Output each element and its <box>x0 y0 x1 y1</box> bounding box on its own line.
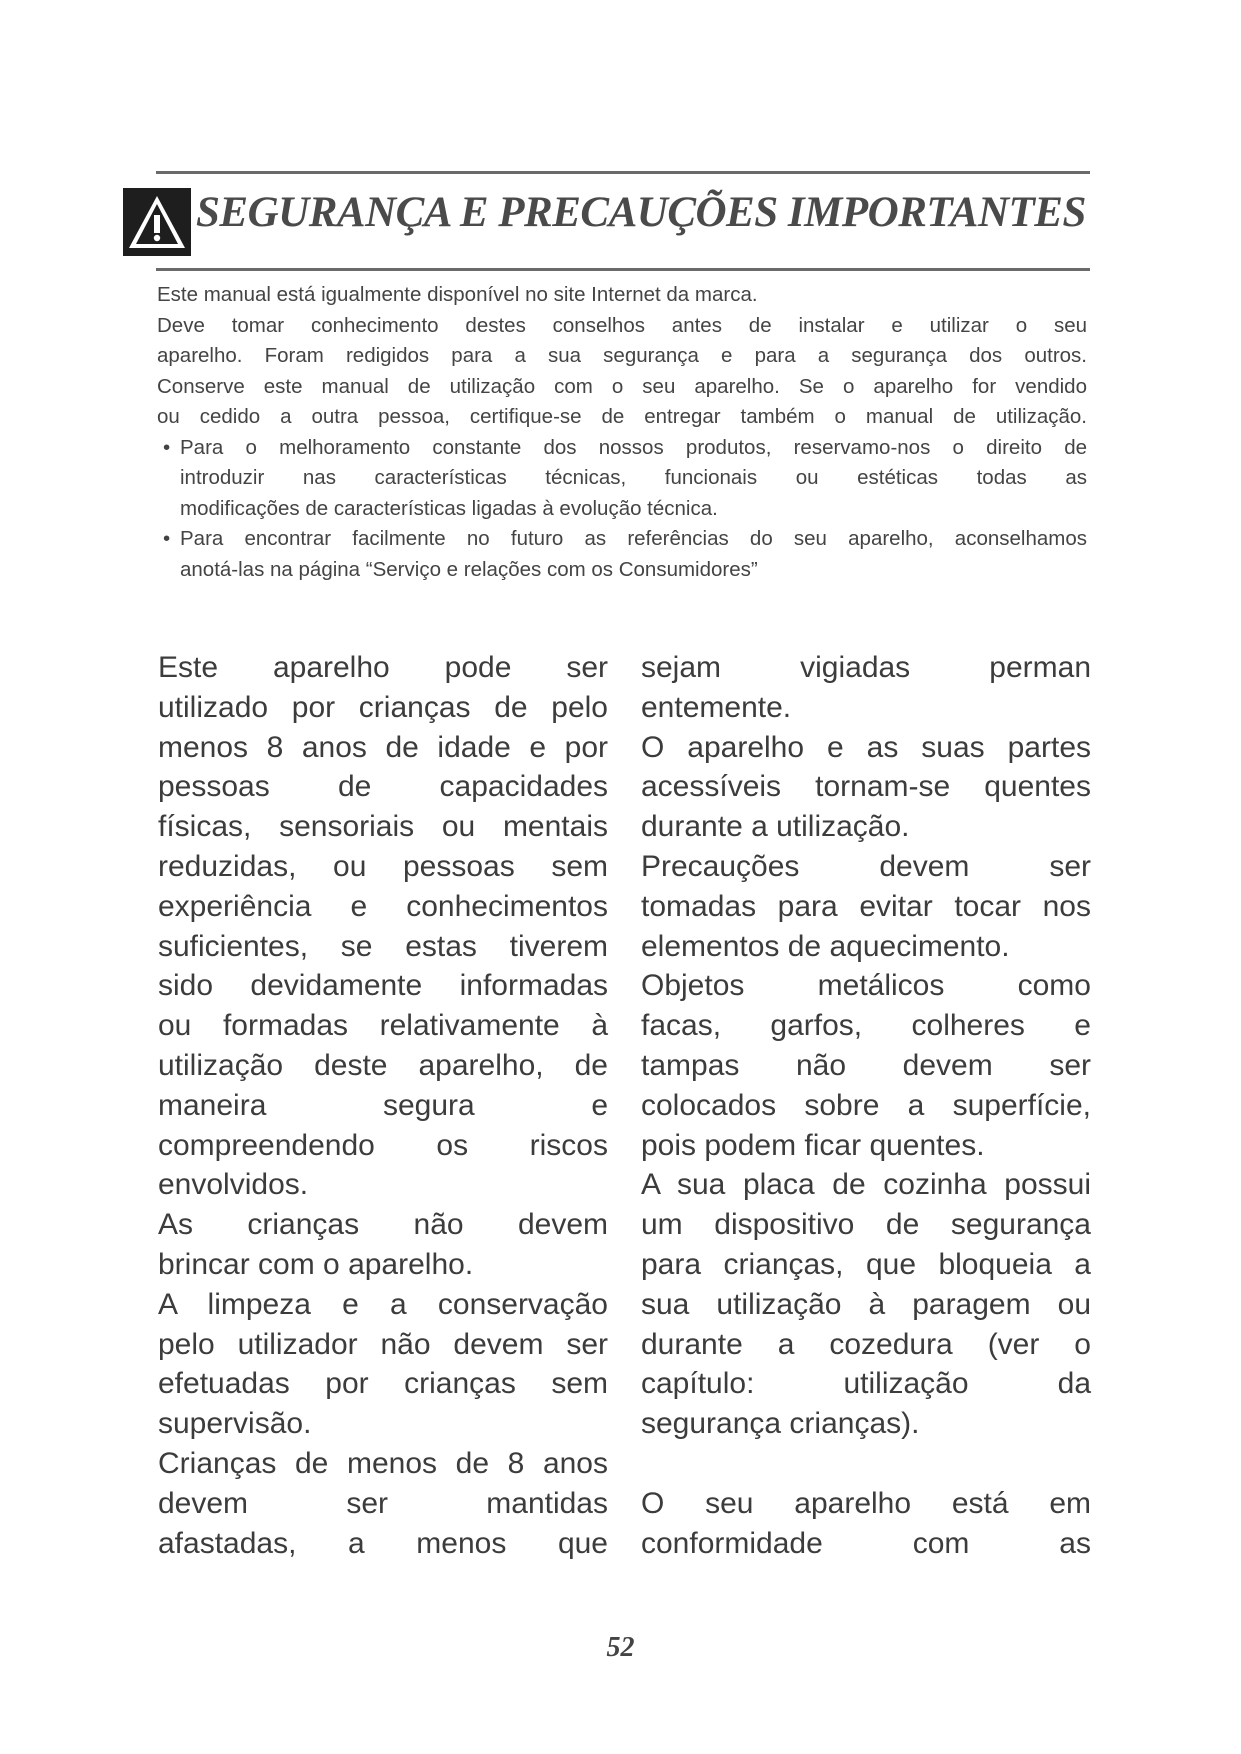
text-line: pessoas de capacidades <box>158 770 608 804</box>
text-line: Precauções devem ser <box>641 849 1091 883</box>
text-line: efetuadas por crianças sem <box>158 1367 608 1401</box>
text-line: entemente. <box>641 690 792 724</box>
top-rule <box>156 171 1090 174</box>
left-column-text <box>158 648 608 1563</box>
text-line: suficientes, se estas tiverem <box>158 929 608 963</box>
text-line: físicas, sensoriais ou mentais <box>158 810 608 844</box>
text-line: sua utilização à paragem ou <box>641 1287 1091 1321</box>
text-line: maneira segura e <box>158 1088 608 1122</box>
text-line: Para encontrar facilmente no futuro as referências do seu aparelho, aconselhamos <box>180 527 1087 550</box>
text-line: brincar com o aparelho. <box>158 1247 474 1281</box>
text-line: conformidade com as <box>641 1526 1091 1560</box>
bullet-item <box>157 524 1087 585</box>
text-line: reduzidas, ou pessoas sem <box>158 849 608 883</box>
text-line: elementos de aquecimento. <box>641 929 1010 963</box>
text-line: pelo utilizador não devem ser <box>158 1327 608 1361</box>
text-line: capítulo: utilização da <box>641 1367 1091 1401</box>
bullet-icon: • <box>163 435 171 459</box>
text-line: Deve tomar conhecimento destes conselhos antes de instalar e utilizar o seu <box>157 313 1087 337</box>
text-line: tampas não devem ser <box>641 1048 1091 1082</box>
text-line: As crianças não devem <box>158 1208 608 1242</box>
text-line: Este manual está igualmente disponível no site Internet da marca. <box>157 283 758 306</box>
text-line: para crianças, que bloqueia a <box>641 1247 1091 1281</box>
text-line: Este aparelho pode ser <box>158 651 608 684</box>
header-bottom-rule <box>156 268 1090 271</box>
warning-triangle-icon <box>123 188 191 256</box>
text-line: utilizado por crianças de pelo <box>158 690 608 724</box>
text-line: durante a utilização. <box>641 810 910 844</box>
text-line: tomadas para evitar tocar nos <box>641 889 1091 923</box>
text-line: utilização deste aparelho, de <box>158 1048 608 1082</box>
text-line: ou cedido a outra pessoa, certifique-se de entregar também o manual de utilização. <box>157 405 1087 428</box>
text-line: Crianças de menos de 8 anos <box>158 1446 608 1480</box>
bullet-item <box>157 433 1087 525</box>
text-line: modificações de características ligadas à evolução técnica. <box>180 496 718 520</box>
text-line: sejam vigiadas perman <box>641 651 1091 684</box>
text-line: sido devidamente informadas <box>158 969 608 1003</box>
text-line: experiência e conhecimentos <box>158 889 608 923</box>
text-line: O seu aparelho está em <box>641 1486 1091 1520</box>
page-number: 52 <box>606 1632 635 1663</box>
text-line: afastadas, a menos que <box>158 1526 608 1560</box>
right-column-text <box>641 648 1091 1563</box>
text-line: acessíveis tornam-se quentes <box>641 770 1091 804</box>
text-line: ou formadas relativamente à <box>158 1009 608 1043</box>
blank-line <box>641 1444 1091 1484</box>
text-line: O aparelho e as suas partes <box>641 730 1091 764</box>
text-line: pois podem ficar quentes. <box>641 1128 985 1162</box>
text-line: menos 8 anos de idade e por <box>158 730 608 764</box>
text-line: Conserve este manual de utilização com o seu aparelho. Se o aparelho for vendido <box>157 374 1087 398</box>
bullet-icon: • <box>163 527 171 550</box>
text-line: colocados sobre a superfície, <box>641 1088 1091 1122</box>
text-line: anotá-las na página “Serviço e relações com os Consumidores” <box>180 557 758 581</box>
text-line: A sua placa de cozinha possui <box>641 1168 1091 1202</box>
text-line: segurança crianças). <box>641 1407 920 1441</box>
text-line: supervisão. <box>158 1407 312 1441</box>
text-line: facas, garfos, colheres e <box>641 1009 1091 1043</box>
text-line: introduzir nas características técnicas, funcionais ou estéticas todas as <box>180 466 1087 489</box>
intro-section <box>157 280 1087 585</box>
text-line: um dispositivo de segurança <box>641 1208 1091 1242</box>
text-line: devem ser mantidas <box>158 1486 608 1520</box>
text-line: compreendendo os riscos <box>158 1128 608 1162</box>
text-line: A limpeza e a conservação <box>158 1287 608 1321</box>
text-line: Para o melhoramento constante dos nossos produtos, reservamo-nos o direito de <box>180 435 1087 459</box>
page-title: SEGURANÇA E PRECAUÇÕES IMPORTANTES <box>196 189 1086 236</box>
text-line: envolvidos. <box>158 1168 309 1202</box>
text-line: aparelho. Foram redigidos para a sua segurança e para a segurança dos outros. <box>157 344 1087 367</box>
text-line: durante a cozedura (ver o <box>641 1327 1091 1361</box>
text-line: Objetos metálicos como <box>641 969 1091 1003</box>
